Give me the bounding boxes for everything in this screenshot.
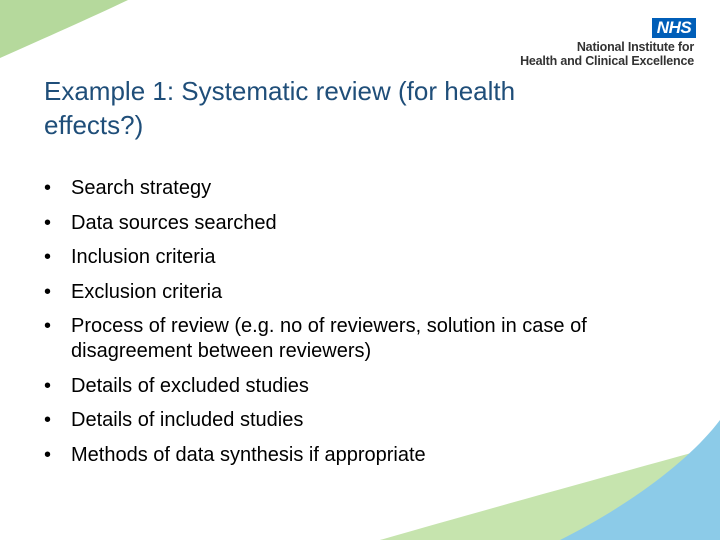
bullet-text: Inclusion criteria <box>71 246 216 268</box>
bullet-item <box>44 176 624 201</box>
bullet-marker: • <box>44 177 52 199</box>
bullet-text: Details of included studies <box>71 409 304 431</box>
slide-title: Example 1: Systematic review (for health effects?) <box>44 76 516 140</box>
bullet-marker: • <box>44 443 52 466</box>
bullet-marker: • <box>44 280 52 303</box>
bullet-text: Methods of data synthesis if appropriate <box>71 443 426 466</box>
bullet-marker: • <box>44 246 52 268</box>
bullet-marker: • <box>44 211 52 234</box>
bullet-item <box>44 280 624 305</box>
bullet-marker: • <box>44 315 52 337</box>
bullet-text: Process of review (e.g. no of reviewers, solution in case of disagreement between reviewers) <box>71 315 587 362</box>
bullet-text: Search strategy <box>71 177 212 199</box>
bullet-item <box>44 374 624 399</box>
bullet-marker: • <box>44 374 52 397</box>
green-swoosh-top-left <box>0 0 128 58</box>
nhs-badge: NHS <box>652 18 696 38</box>
bullet-text: Data sources searched <box>71 211 277 234</box>
bullet-item <box>44 443 624 468</box>
nice-logo <box>496 14 696 72</box>
bullet-marker: • <box>44 409 52 431</box>
bullet-item <box>44 314 624 364</box>
bullet-text: Exclusion criteria <box>71 280 223 303</box>
logo-text-line-2: Health and Clinical Excellence <box>520 54 694 68</box>
bullet-item <box>44 245 624 270</box>
logo-text-line-1: National Institute for <box>576 40 694 54</box>
bullet-text: Details of excluded studies <box>71 374 309 397</box>
bullet-list <box>44 176 624 477</box>
bullet-item <box>44 408 624 433</box>
bullet-item <box>44 211 624 236</box>
